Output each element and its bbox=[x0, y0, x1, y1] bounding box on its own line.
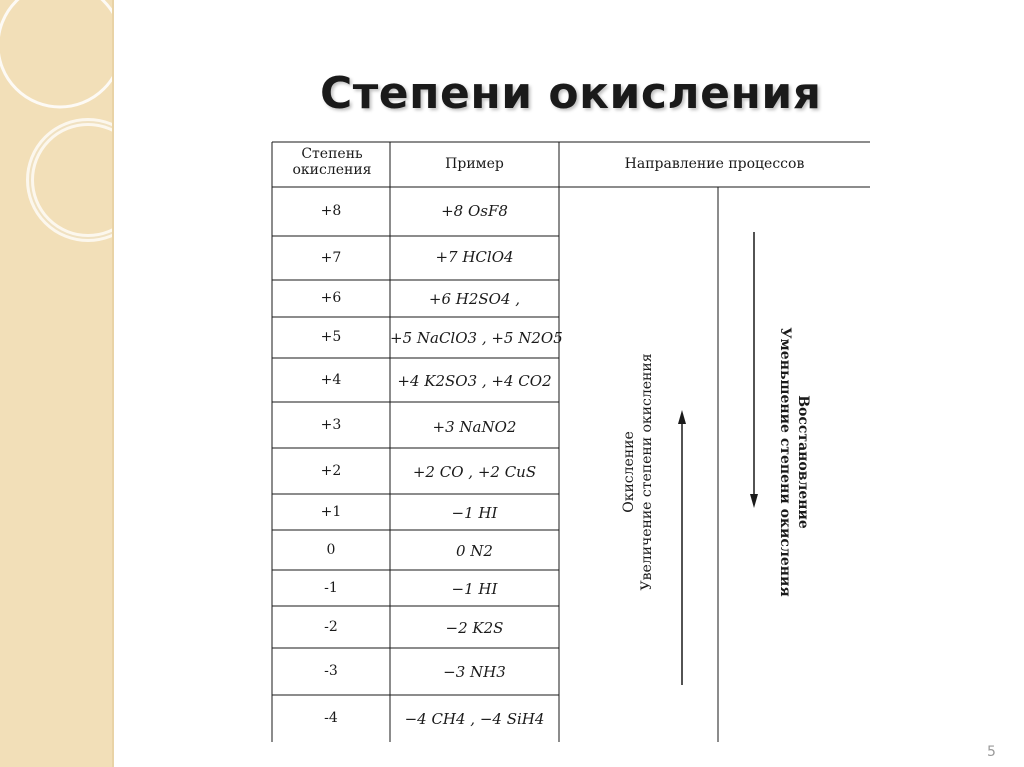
state-cell: +7 bbox=[320, 250, 342, 266]
state-cell: 0 bbox=[326, 542, 336, 558]
state-cell: -2 bbox=[324, 619, 338, 635]
page-title: Степени окисления bbox=[320, 68, 822, 119]
header-direction: Направление процессов bbox=[624, 156, 805, 172]
oxidation-label: Окисление bbox=[621, 431, 637, 513]
state-cell: -3 bbox=[324, 663, 338, 679]
decorative-circles-icon bbox=[0, 0, 112, 767]
example-formula: −1 HI bbox=[451, 504, 498, 522]
example-formula: +4 K2SO3 , +4 CO2 bbox=[397, 372, 552, 390]
example-formula: +7 HClO4 bbox=[435, 248, 514, 266]
example-formula: 0 N2 bbox=[456, 542, 493, 560]
oxidation-arrow-icon bbox=[678, 410, 686, 685]
example-formula: −4 CH4 , −4 SiH4 bbox=[404, 710, 545, 728]
oxidation-increase-label: Увеличение степени окисления bbox=[639, 353, 655, 591]
example-formula: −2 K2S bbox=[445, 619, 504, 637]
example-formula: +2 CO , +2 CuS bbox=[412, 463, 537, 481]
header-oxidation-state: Степень окисления bbox=[292, 146, 372, 178]
example-formula: +8 OsF8 bbox=[441, 202, 508, 220]
state-cell: +6 bbox=[320, 290, 342, 306]
state-cell: +8 bbox=[320, 203, 342, 219]
state-cell: -4 bbox=[324, 710, 338, 726]
state-cell: +1 bbox=[320, 504, 342, 520]
example-formula: +6 H2SO4 , bbox=[428, 290, 521, 308]
state-cell: +4 bbox=[320, 372, 342, 388]
example-formula: −1 HI bbox=[451, 580, 498, 598]
example-formula: −3 NH3 bbox=[443, 663, 506, 681]
example-formula: +3 NaNO2 bbox=[432, 418, 517, 436]
state-cell: -1 bbox=[324, 580, 338, 596]
header-example: Пример bbox=[445, 156, 504, 172]
state-cell: +2 bbox=[320, 463, 342, 479]
oxidation-table bbox=[270, 140, 870, 742]
state-cell: +5 bbox=[320, 329, 342, 345]
page-number: 5 bbox=[987, 744, 996, 760]
example-formula: +5 NaClO3 , +5 N2O5 bbox=[390, 329, 563, 347]
reduction-label: Восстановление bbox=[795, 395, 811, 529]
reduction-arrow-icon bbox=[750, 232, 758, 508]
reduction-decrease-label: Уменьшение степени окисления bbox=[777, 327, 793, 597]
decorative-side-strip bbox=[0, 0, 114, 767]
state-cell: +3 bbox=[320, 417, 342, 433]
